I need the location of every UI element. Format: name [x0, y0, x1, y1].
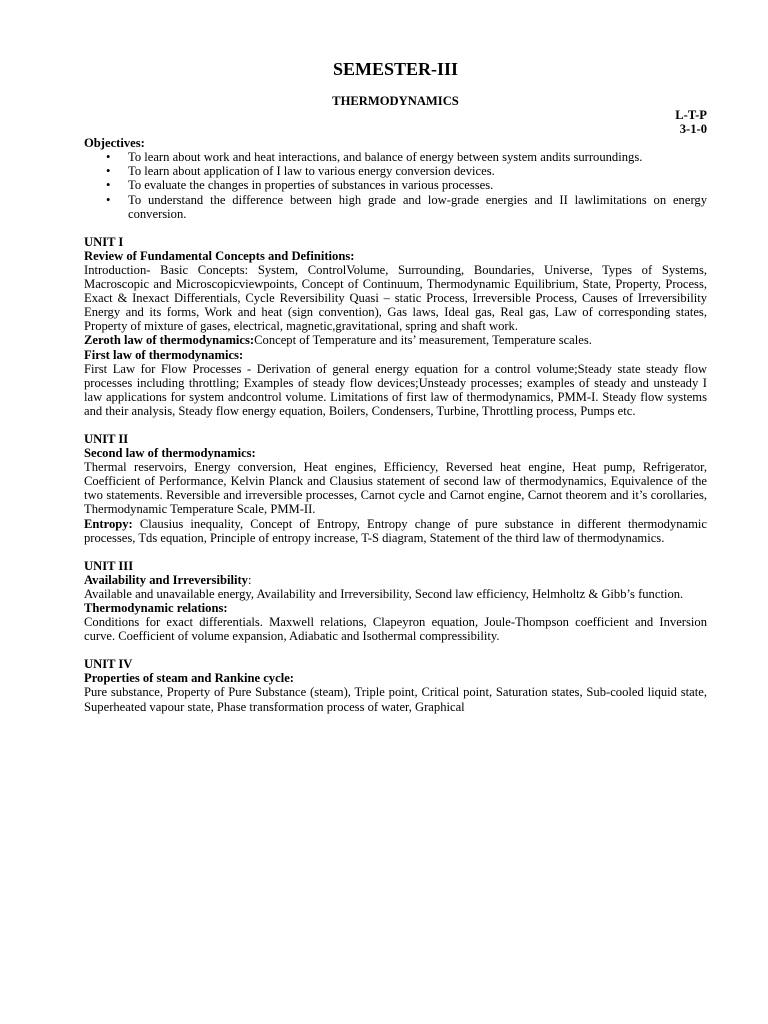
entropy-heading: Entropy:: [84, 516, 133, 531]
availability-colon: :: [247, 572, 252, 587]
unit-2-title: UNIT II: [84, 431, 129, 446]
entropy-paragraph: [84, 517, 707, 545]
objectives-heading: Objectives:: [84, 136, 145, 151]
availability-text: Available and unavailable energy, Availability and Irreversibility, Second law efficiency, Helmholtz & Gibb’s function.: [84, 586, 684, 601]
subject-title: THERMODYNAMICS: [332, 94, 459, 108]
ltp-label: L-T-P: [675, 108, 707, 122]
unit-3-title: UNIT III: [84, 558, 134, 573]
unit-1-section-text: Introduction- Basic Concepts: System, ControlVolume, Surrounding, Boundaries, Universe, Types of Systems, Macroscopic and Microscopicviewpoints, Concept of Continuum, Thermodynamic Equilibrium, State, Property, Process, Exact & Inexact Differentials, Cycle Reversibility Quasi – static Process, Irreversible Process, Causes of Irreversibility Energy and its forms, Work and heat (sign convention), Gas laws, Ideal gas, Real gas, Law of corresponding states, Property of mixture of gases, electrical, magnetic,gravitational, spring and shaft work.: [84, 262, 707, 334]
thermo-relations-heading: Thermodynamic relations:: [84, 601, 228, 615]
unit-1-section: [84, 235, 707, 418]
first-law-text: First Law for Flow Processes - Derivation of general energy equation for a control volume;Steady state steady flow processes including throttling; Examples of steady flow devices;Unsteady processes; examples of steady and unsteady I law applications for system andcontrol volume. Limitations of first law of thermodynamics, PMM-I. Steady flow systems and their analysis, Steady flow energy equation, Boilers, Condensers, Turbine, Throttling process, Pumps etc.: [84, 361, 707, 418]
unit-4-title: UNIT IV: [84, 657, 133, 672]
semester-title: SEMESTER-III: [332, 59, 459, 79]
objectives-list: [84, 150, 707, 220]
second-law-heading: Second law of thermodynamics:: [84, 446, 256, 461]
objective-item: • To learn about application of I law to various energy conversion devices.: [128, 164, 707, 178]
second-law-text: Thermal reservoirs, Energy conversion, Heat engines, Efficiency, Reversed heat engine, Heat pump, Refrigerator, Coefficient of Performance, Kelvin Planck and Clausius statement of second law of thermodynamics, Equivalence of the two statements. Reversible and irreversible processes, Carnot cycle and Carnot engine, Carnot theorem and it’s corollaries, Thermodynamic Temperature Scale, PMM-II.: [84, 460, 707, 517]
unit-1-section-heading: Review of Fundamental Concepts and Definitions:: [84, 248, 355, 263]
unit-3-section: [84, 559, 707, 644]
unit-1-title: UNIT I: [84, 234, 124, 249]
thermo-relations-text: Conditions for exact differentials. Maxwell relations, Clapeyron equation, Joule-Thompson coefficient and Inversion curve. Coefficient of volume expansion, Adiabatic and Isothermal compressibility.: [84, 615, 707, 644]
zeroth-law-text: Concept of Temperature and its’ measurement, Temperature scales.: [254, 333, 592, 348]
zeroth-law-heading: Zeroth law of thermodynamics:: [84, 333, 255, 348]
availability-heading-line: [84, 573, 707, 587]
first-law-heading: First law of thermodynamics:: [84, 347, 244, 362]
unit-2-section: [84, 432, 707, 545]
unit-4-section: [84, 657, 707, 713]
entropy-text: Clausius inequality, Concept of Entropy, Entropy change of pure substance in different thermodynamic processes, Tds equation, Principle of entropy increase, T-S diagram, Statement of the third law of thermodynamics.: [84, 516, 707, 545]
steam-properties-heading: Properties of steam and Rankine cycle:: [84, 671, 294, 686]
ltp-value: 3-1-0: [679, 122, 707, 137]
steam-properties-text: Pure substance, Property of Pure Substance (steam), Triple point, Critical point, Saturation states, Sub-cooled liquid state, Superheated vapour state, Phase transformation process of water, Graphical: [84, 685, 707, 714]
syllabus-page: [84, 58, 707, 714]
availability-heading: Availability and Irreversibility: [84, 572, 248, 587]
unit-1-zeroth-law: [84, 333, 707, 347]
objective-item: • To learn about work and heat interactions, and balance of energy between system andits surroundings.: [128, 150, 707, 164]
objective-item: • To understand the difference between high grade and low-grade energies and II lawlimitations on energy conversion.: [128, 193, 707, 221]
objective-item: • To evaluate the changes in properties of substances in various processes.: [128, 178, 707, 192]
